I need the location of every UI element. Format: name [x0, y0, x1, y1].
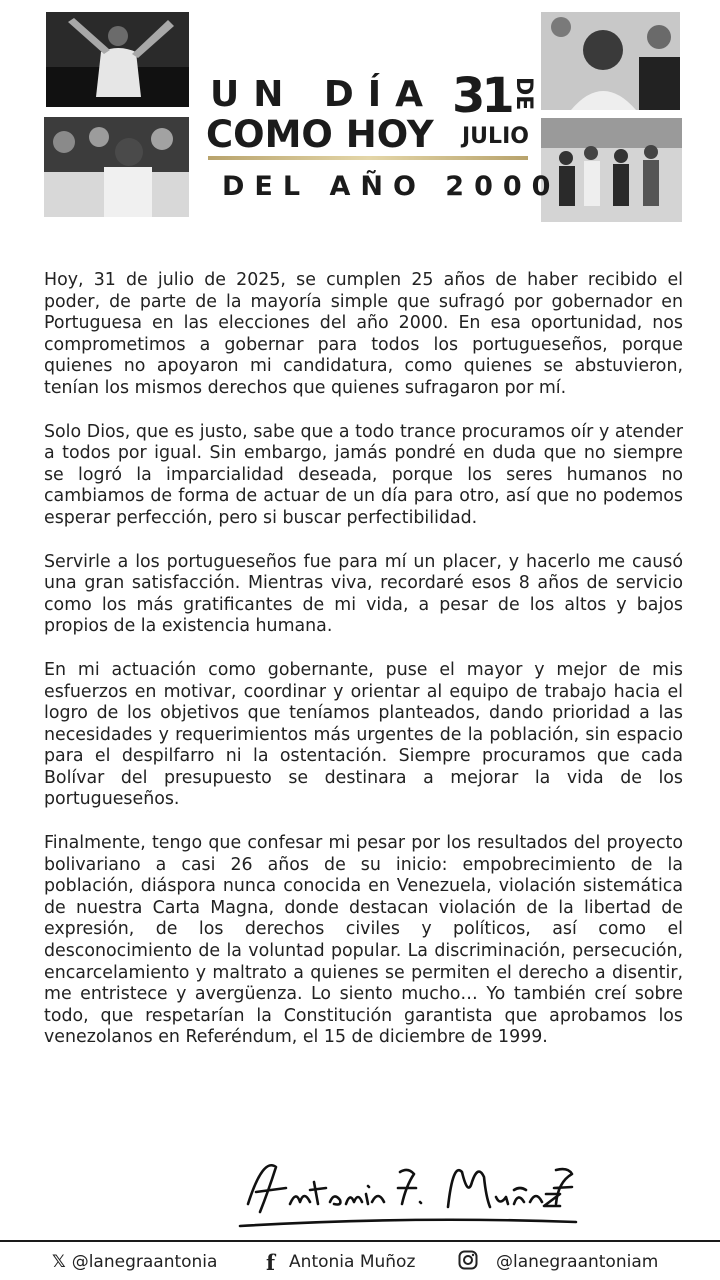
instagram-icon: [458, 1250, 478, 1275]
date-de: DE: [511, 77, 536, 111]
footer: [0, 1246, 720, 1278]
facebook-icon: f: [266, 1249, 276, 1275]
letter-body: [44, 270, 683, 1071]
paragraph: Hoy, 31 de julio de 2025, se cumplen 25 años de haber recibido el poder, de parte de la mayoría simple que sufragó por gobernador en Portuguesa en las elecciones del año 2000. En esa oportunidad, nos comprometimos a gobernar para todos los portugueseños, porque quienes no apoyaron mi candidatura, como quienes se abstuvieron, tenían los mismos derechos que quienes sufragaron por mí.: [44, 270, 683, 398]
footer-facebook-link[interactable]: [266, 1246, 415, 1278]
footer-instagram-link[interactable]: [458, 1246, 658, 1278]
headline-line-2: COMO HOY: [206, 113, 434, 156]
date-day: 31: [452, 68, 511, 124]
headline-line-1: UN DÍA: [210, 74, 438, 115]
photo-celebration-raised-arms: [46, 12, 189, 107]
instagram-handle: @lanegraantoniam: [496, 1252, 659, 1272]
paragraph: Servirle a los portugueseños fue para mí un placer, y hacerlo me causó una gran satisfacción. Mientras viva, recordaré esos 8 años de servicio como los más gratificantes de mi vida, a pesar de los altos y bajos propios de la existencia humana.: [44, 551, 683, 637]
paragraph: Finalmente, tengo que confesar mi pesar por los resultados del proyecto bolivariano a casi 26 años de su inicio: empobrecimiento de la población, diáspora nunca conocida en Venezuela, violación sistemática de nuestra Carta Magna, donde destacan violación de la libertad de expresión, de los derechos civiles y políticos, así como el desconocimiento de la voluntad popular. La discriminación, persecución, encarcelamiento y maltrato a quienes se permiten el derecho a disentir, me entristece y avergüenza. Lo siento mucho… Yo también creí sobre todo, que respetarían la Constitución garantista que aprobamos los venezolanos en Referéndum, el 15 de diciembre de 1999.: [44, 833, 683, 1048]
date-month: JULIO: [462, 124, 529, 149]
photo-woman-smiling-crowd: [541, 12, 680, 110]
footer-x-link[interactable]: [52, 1246, 217, 1278]
headline-divider: [208, 156, 528, 160]
paragraph: En mi actuación como gobernante, puse el mayor y mejor de mis esfuerzos en motivar, coordinar y orientar al equipo de trabajo hacia el logro de los objetivos que teníamos planteados, dando prioridad a las necesidades y requerimientos más urgentes de la población, sin espacio para el despilfarro ni la ostentación. Siempre procuramos que cada Bolívar del presupuesto se destinara a mejorar la vida de los portugueseños.: [44, 659, 683, 810]
photo-march-street: [541, 118, 682, 222]
x-handle: @lanegraantonia: [71, 1252, 218, 1272]
photo-crowd-smiling: [44, 117, 189, 217]
handwritten-signature: [238, 1152, 578, 1232]
x-logo-icon: 𝕏: [52, 1252, 66, 1272]
facebook-name: Antonia Muñoz: [289, 1252, 416, 1272]
headline-line-3: DEL AÑO 2000: [222, 171, 561, 202]
footer-divider: [0, 1240, 720, 1242]
paragraph: Solo Dios, que es justo, sabe que a todo trance procuramos oír y atender a todos por igual. Sin embargo, jamás pondré en duda que no siempre se logró la imparcialidad deseada, porque los seres humanos no cambiamos de forma de actuar de un día para otro, así que no podemos esperar perfección, pero si buscar perfectibilidad.: [44, 421, 683, 528]
